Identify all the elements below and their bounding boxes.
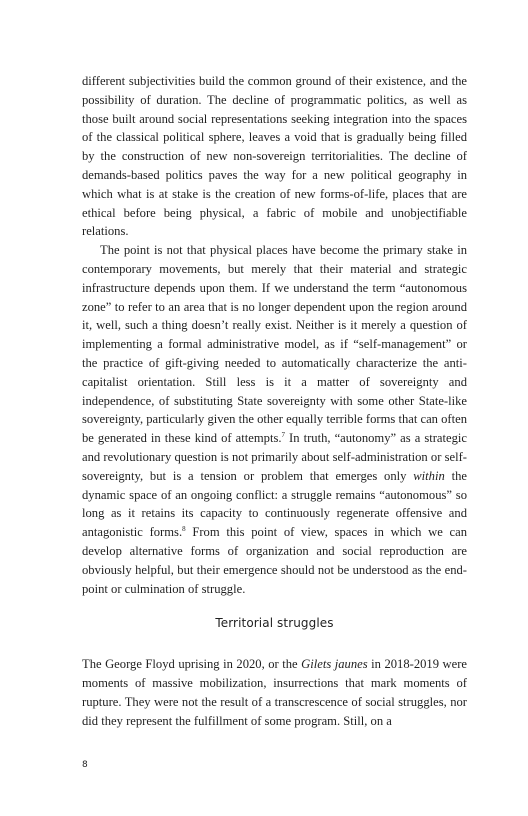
paragraph-territorial bbox=[82, 655, 467, 730]
page-number: 8 bbox=[82, 760, 88, 770]
footnote-ref-7: 7 bbox=[281, 431, 285, 440]
paragraph-autonomy bbox=[82, 241, 467, 598]
emphasis-text: Gilets jaunes bbox=[301, 657, 368, 672]
paragraph-text: The point is not that physical places have become the primary stake in contemporary movements, but merely that their material and strategic infrastructure depends upon them. If we understand the term “autonomous zone” to refer to an area that is no longer dependent upon the region around it, well, such a thing doesn’t really exist. Neither is it merely a question of implementing a formal administrative model, as if “self-management” or the practice of gift-giving needed to automatically characterize the anti-capitalist orientation. Still less is it a matter of sovereignty and independence, of substituting State sovereignty with some other State-like sovereignty, particularly given the other equally terrible forms that can often be generated in these kind of attempts. bbox=[82, 243, 467, 446]
body-text bbox=[82, 72, 467, 730]
footnote-ref-8: 8 bbox=[182, 525, 186, 534]
paragraph-text: in 2018-2019 were moments of massive mobilization, insurrections that mark moments of rupture. They were not the result of a transcrescence of social struggles, nor did they represent the fulfillment of some program. Still, on a bbox=[82, 657, 467, 728]
emphasis-text: within bbox=[413, 468, 445, 483]
paragraph-text: The George Floyd uprising in 2020, or the bbox=[82, 657, 302, 672]
paragraph-text: From this point of view, spaces in which we can develop alternative forms of organization and social reproduction are obviously helpful, but their emergence should not be understood as the end-point or culmination of struggle. bbox=[82, 525, 467, 596]
paragraph-text: the dynamic space of an ongoing conflict: a struggle remains “autonomous” so long as it retains its capacity to continuously regenerate offensive and antagonistic forms. bbox=[82, 468, 467, 540]
section-heading: Territorial struggles bbox=[215, 616, 334, 631]
paragraph-text: In truth, “autonomy” as a strategic and revolutionary question is not primarily about self-administration or self-sovereignty, but is a tension or problem that emerges only bbox=[82, 431, 467, 483]
paragraph-continued: different subjectivities build the common ground of their existence, and the possibility of duration. The decline of programmatic politics, as well as those built around social representations seeking integration into the spaces of the classical political sphere, leaves a void that is gradually being filled by the construction of new non-sovereign territorialities. The decline of demands-based politics paves the way for a new political geography in which what is at stake is the creation of new forms-of-life, places that are ethical before being physical, a fabric of mobile and unobjectifiable relations. bbox=[82, 74, 467, 239]
